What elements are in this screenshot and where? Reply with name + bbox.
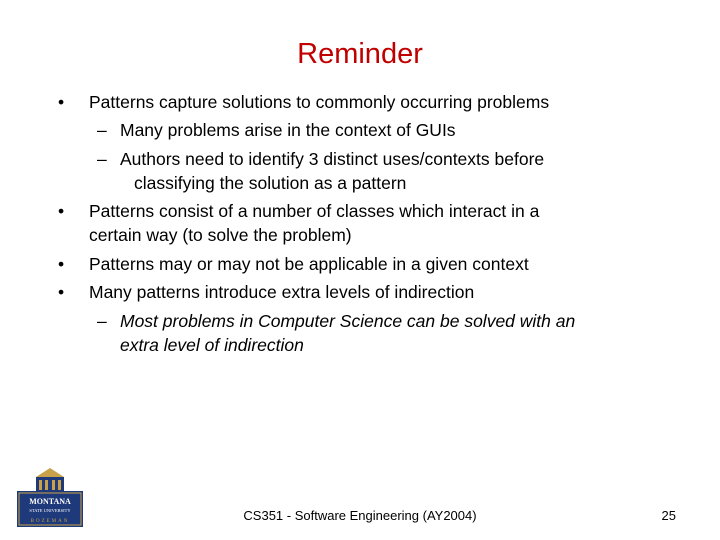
- dash-marker: –: [97, 149, 107, 169]
- bullet-marker: •: [58, 201, 65, 221]
- sub-bullet-text: Most problems in Computer Science can be solved with an: [120, 311, 576, 331]
- sub-bullet-text: Authors need to identify 3 distinct uses/contexts before: [120, 149, 545, 169]
- sub-bullet-text: extra level of indirection: [120, 335, 304, 355]
- bullet-marker: •: [58, 282, 65, 302]
- bullet-text: Patterns may or may not be applicable in a given context: [89, 254, 529, 274]
- bullet-text: Patterns capture solutions to commonly occurring problems: [89, 92, 550, 112]
- footer-course: CS351 - Software Engineering (AY2004): [243, 508, 477, 523]
- bullet-text: Patterns consist of a number of classes which interact in a: [89, 201, 540, 221]
- slide-title: Reminder: [297, 38, 423, 70]
- bullet-marker: •: [58, 254, 65, 274]
- dash-marker: –: [97, 120, 107, 140]
- logo-subtitle: STATE UNIVERSITY: [29, 508, 71, 513]
- sub-bullet-text: Many problems arise in the context of GUIs: [120, 120, 456, 140]
- page-number: 25: [661, 508, 676, 523]
- dash-marker: –: [97, 311, 107, 331]
- sub-bullet-text: classifying the solution as a pattern: [134, 173, 407, 193]
- logo-wordmark: MONTANA: [29, 497, 71, 506]
- bullet-text: Many patterns introduce extra levels of indirection: [89, 282, 475, 302]
- logo-city: BOZEMAN: [30, 519, 70, 524]
- bullet-text: certain way (to solve the problem): [89, 225, 352, 245]
- bullet-marker: •: [58, 92, 65, 112]
